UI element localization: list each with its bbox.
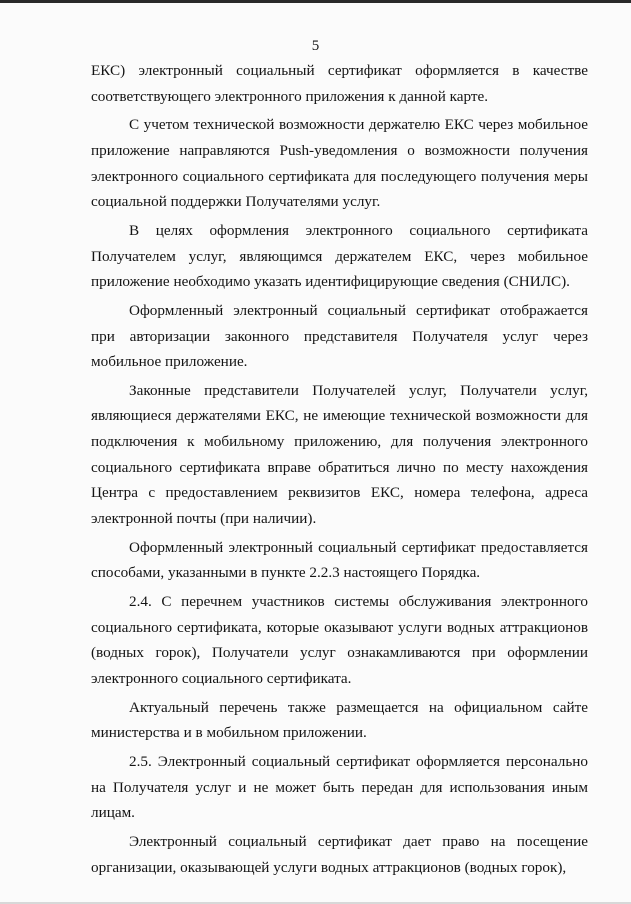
paragraph-5: Законные представители Получателей услуг, Получатели услуг, являющиеся держателями ЕКС, не имеющие технической возможности для подключения к мобильному приложению, для получения электронного социального сертификата вправе обратиться лично по месту нахождения Центра с предоставлением реквизитов ЕКС, номера телефона, адреса электронной почты (при наличии). <box>91 381 588 527</box>
paragraph-9: 2.5. Электронный социальный сертификат оформляется персонально на Получателя услуг и не может быть передан для использования иным лицам. <box>91 752 588 822</box>
paragraph-10: Электронный социальный сертификат дает право на посещение организации, оказывающей услуги водных аттракционов (водных горок), <box>91 832 588 876</box>
scan-top-border <box>0 0 631 3</box>
paragraph-4: Оформленный электронный социальный сертификат отображается при авторизации законного представителя Получателя услуг через мобильное приложение. <box>91 301 588 371</box>
paragraph-1: ЕКС) электронный социальный сертификат оформляется в качестве соответствующего электронного приложения к данной карте. <box>91 62 588 105</box>
paragraph-3: В целях оформления электронного социального сертификата Получателем услуг, являющимся держателем ЕКС, через мобильное приложение необходимо указать идентифицирующие сведения (СНИЛС). <box>91 221 588 291</box>
document-body <box>91 58 588 883</box>
page-number: 5 <box>311 38 320 54</box>
paragraph-2: С учетом технической возможности держателю ЕКС через мобильное приложение направляются Push-уведомления о возможности получения электронного социального сертификата для последующего получения меры социальной поддержки Получателями услуг. <box>91 116 588 211</box>
paragraph-6: Оформленный электронный социальный сертификат предоставляется способами, указанными в пункте 2.2.3 настоящего Порядка. <box>91 538 588 582</box>
paragraph-8: Актуальный перечень также размещается на официальном сайте министерства и в мобильном приложении. <box>91 698 588 742</box>
paragraph-7: 2.4. С перечнем участников системы обслуживания электронного социального сертификата, которые оказывают услуги водных аттракционов (водных горок), Получатели услуг ознакамливаются при оформлении электронного социального сертификата. <box>91 593 588 687</box>
